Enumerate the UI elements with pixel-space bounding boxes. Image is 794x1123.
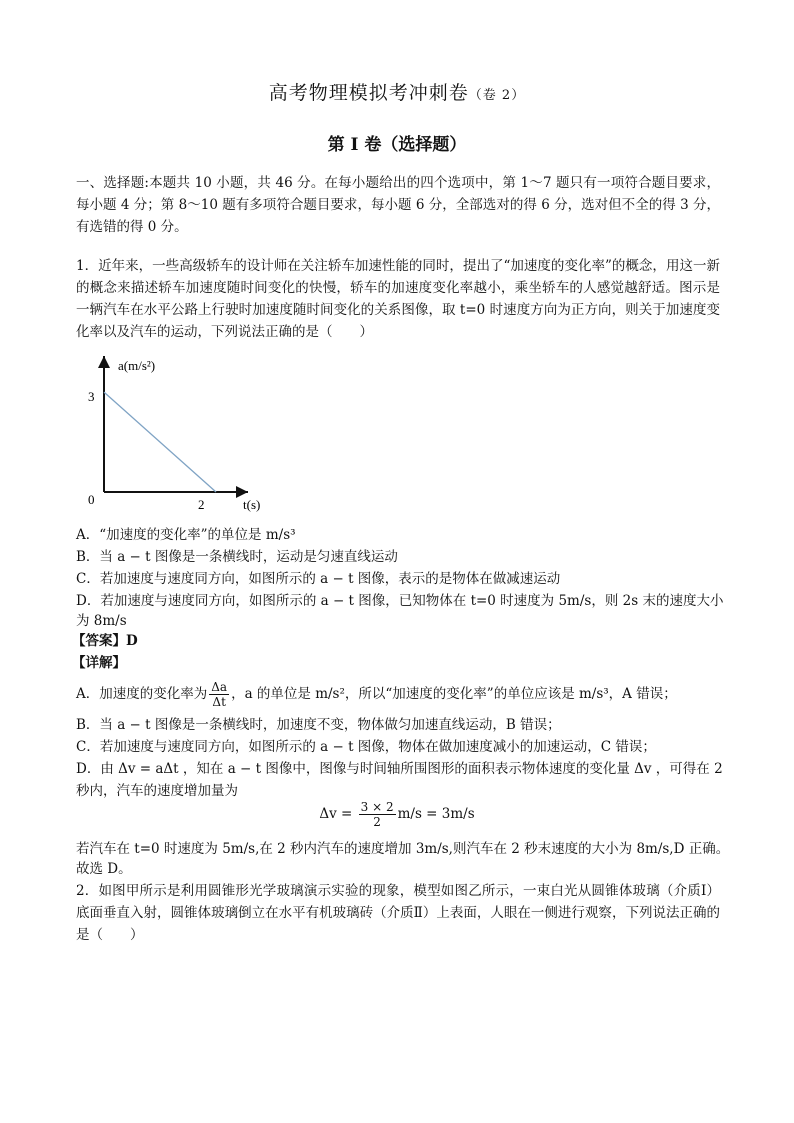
rate-fraction-num: Δa <box>211 680 228 694</box>
detail-a-prefix: A．加速度的变化率为 <box>76 686 208 702</box>
section-instructions: 一、选择题:本题共 10 小题，共 46 分。在每小题给出的四个选项中，第 1～7 题只有一项符合题目要求，每小题 4 分；第 8～10 题有多项符合题目要求，每小题 6 分，全部选对的得 6 分，选对但不全的得 3 分，有选错的得 0 分。 <box>76 175 720 235</box>
rate-fraction-den: Δt <box>212 695 226 709</box>
page-title <box>0 78 794 105</box>
detail-d-line3: 若汽车在 t=0 时速度为 5m/s,在 2 秒内汽车的速度增加 3m/s,则汽车在 2 秒末速度的大小为 8m/s,D 正确。 <box>76 841 730 857</box>
x-tick-2: 2 <box>198 497 205 512</box>
acceleration-line <box>104 392 216 492</box>
question-1-stem: 1．近年来，一些高级轿车的设计师在关注轿车加速性能的同时，提出了“加速度的变化率”的概念，用这一新的概念来描述轿车加速度随时间变化的快慢，轿车的加速度变化率越小，乘坐轿车的人感觉越舒适。图示是一辆汽车在水平公路上行驶时加速度随时间变化的关系图像，取 t=0 时速度方向为正方向，则关于加速度变化率以及汽车的运动，下列说法正确的是（ ） <box>76 258 720 340</box>
title-main: 高考物理模拟考冲刺卷 <box>268 82 469 104</box>
option-d-continued: 为 8m/s <box>76 613 127 629</box>
option-a: A．“加速度的变化率”的单位是 m/s³ <box>76 527 296 543</box>
equation-fraction <box>359 800 396 829</box>
option-c: C．若加速度与速度同方向，如图所示的 a − t 图像，表示的是物体在做减速运动 <box>76 571 561 587</box>
detail-c: C．若加速度与速度同方向，如图所示的 a − t 图像，物体在做加速度减小的加速运动，C 错误； <box>76 739 656 755</box>
conclusion: 故选 D。 <box>76 861 132 877</box>
option-d: D．若加速度与速度同方向，如图所示的 a − t 图像，已知物体在 t=0 时速度为 5m/s，则 2s 末的速度大小 <box>76 593 724 609</box>
y-tick-3: 3 <box>88 389 95 404</box>
detail-d-line2: 秒内，汽车的速度增加量为 <box>76 783 238 799</box>
detail-a-suffix: ，a 的单位是 m/s²，所以“加速度的变化率”的单位应该是 m/s³，A 错误； <box>231 686 677 702</box>
title-suffix: （卷 2） <box>468 88 526 103</box>
option-b: B．当 a − t 图像是一条横线时，运动是匀速直线运动 <box>76 549 398 565</box>
question-2-stem: 2．如图甲所示是利用圆锥形光学玻璃演示实验的现象，模型如图乙所示，一束白光从圆锥体玻璃（介质Ⅰ）底面垂直入射，圆锥体玻璃倒立在水平有机玻璃砖（介质Ⅱ）上表面，人眼在一侧进行观察，下列说法正确的是（ ） <box>76 883 720 943</box>
equation-rhs: m/s = 3m/s <box>397 806 475 822</box>
y-axis-label: a(m/s²) <box>118 358 156 373</box>
detail-b: B．当 a − t 图像是一条横线时，加速度不变，物体做匀加速直线运动，B 错误； <box>76 717 561 733</box>
q1-acceleration-graph <box>88 352 268 512</box>
section-heading: 第 I 卷（选择题） <box>327 135 467 155</box>
equation-denominator: 2 <box>373 815 381 829</box>
detail-label: 【详解】 <box>72 655 126 671</box>
rate-fraction <box>209 680 229 709</box>
equation-lhs: Δv = <box>319 806 353 822</box>
detail-d-line1: D．由 Δv = aΔt ，知在 a − t 图像中，图像与时间轴所围图形的面积表示物体速度的变化量 Δv ，可得在 2 <box>76 761 723 777</box>
answer-label: 【答案】D <box>72 633 138 649</box>
origin-label: 0 <box>88 492 95 507</box>
velocity-equation <box>0 800 794 829</box>
detail-a <box>76 680 720 709</box>
equation-numerator: 3 × 2 <box>360 800 394 814</box>
x-axis-label: t(s) <box>243 497 261 512</box>
